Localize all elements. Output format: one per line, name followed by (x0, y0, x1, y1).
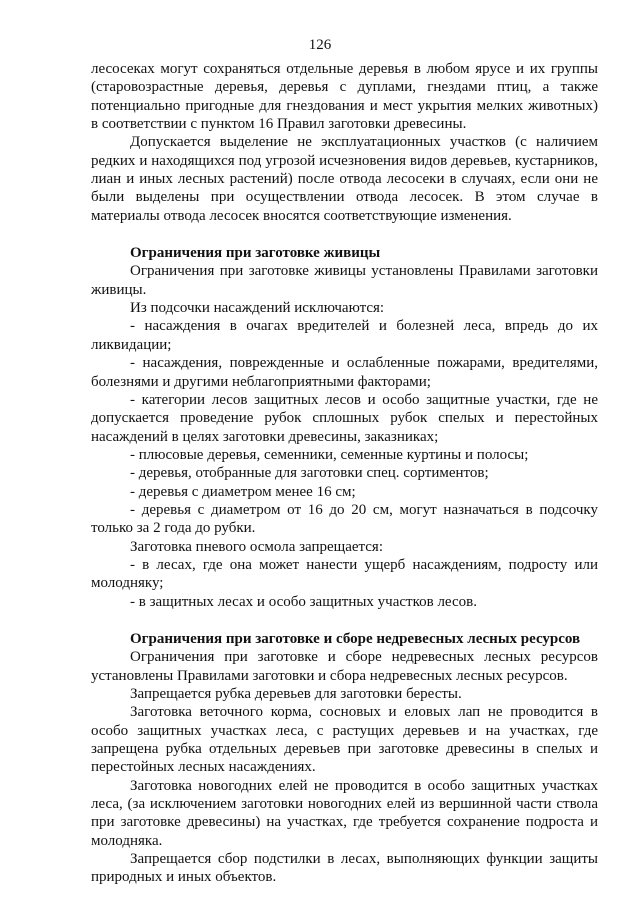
paragraph: Запрещается рубка деревьев для заготовки бересты. (130, 686, 462, 702)
paragraph: Ограничения при заготовке и сборе недревесных лесных ресурсов установлены Правилами заготовки и сбора недревесных лесных ресурсов. (91, 649, 598, 684)
list-item: - деревья, отобранные для заготовки спец. сортиментов; (130, 465, 489, 482)
list-item: - насаждения в очагах вредителей и болезней леса, впредь до их ликвидации; (91, 318, 598, 353)
list-item: - деревья с диаметром от 16 до 20 см, могут назначаться в подсочку только за 2 года до рубки. (91, 501, 598, 537)
list-item: - в лесах, где она может нанести ущерб насаждениям, подросту или молодняку; (91, 556, 598, 592)
paragraph: Допускается выделение не эксплуатационных участков (с наличием редких и находящихся под угрозой исчезновения видов деревьев, кустарников, лиан и иных лесных растений) после отвода лесосеки в случаях, если они не были выделены при осуществлении отвода лесосек. В этом случае в материалы отвода лесосек вносятся соответствующие изменения. (91, 134, 598, 224)
paragraph: Заготовка пневого осмола запрещается: (130, 538, 384, 555)
list-item: - плюсовые деревья, семенники, семенные куртины и полосы; (130, 446, 529, 463)
paragraph: Ограничения при заготовке живицы установлены Правилами заготовки живицы. (91, 263, 598, 298)
paragraph: Запрещается сбор подстилки в лесах, выполняющих функции защиты природных и иных объектов. (91, 851, 598, 886)
paragraph: Заготовка новогодних елей не проводится в особо защитных участках леса, (за исключением заготовки новогодних елей из вершинной части ствола при заготовке древесины) на участках, где требуется сохранение подроста и молодняка. (91, 777, 598, 849)
paragraph: Из подсочки насаждений исключаются: (130, 300, 385, 317)
section-spacer (91, 611, 598, 630)
section-heading-resin: Ограничения при заготовке живицы (130, 245, 381, 262)
section-heading-non-timber: Ограничения при заготовке и сборе недревесных лесных ресурсов (130, 630, 581, 647)
list-item: - насаждения, поврежденные и ослабленные пожарами, вредителями, болезнями и другими неблагоприятными факторами; (91, 355, 598, 390)
document-body (91, 60, 598, 887)
paragraph: лесосеках могут сохраняться отдельные деревья в любом ярусе и их группы (старовозрастные деревья, деревья с дуплами, гнездами птиц, а также потенциально пригодные для гнездования и мест укрытия мелких животных) в соответствии с пунктом 16 Правил заготовки древесины. (91, 61, 598, 133)
list-item: - деревья с диаметром менее 16 см; (130, 483, 356, 500)
list-item: - в защитных лесах и особо защитных участков лесов. (130, 593, 477, 610)
list-item: - категории лесов защитных лесов и особо защитные участки, где не допускается проведение рубок сплошных рубок спелых и перестойных насаждений в целях заготовки древесины, заказниках; (91, 391, 598, 445)
page-number: 126 (308, 37, 332, 53)
section-spacer (91, 225, 598, 244)
paragraph: Заготовка веточного корма, сосновых и еловых лап не проводится в особо защитных участках леса, с растущих деревьев и на участках, где запрещена рубка отдельных деревьев при заготовке древесины в спелых и перестойных лесных насаждениях. (91, 704, 598, 776)
